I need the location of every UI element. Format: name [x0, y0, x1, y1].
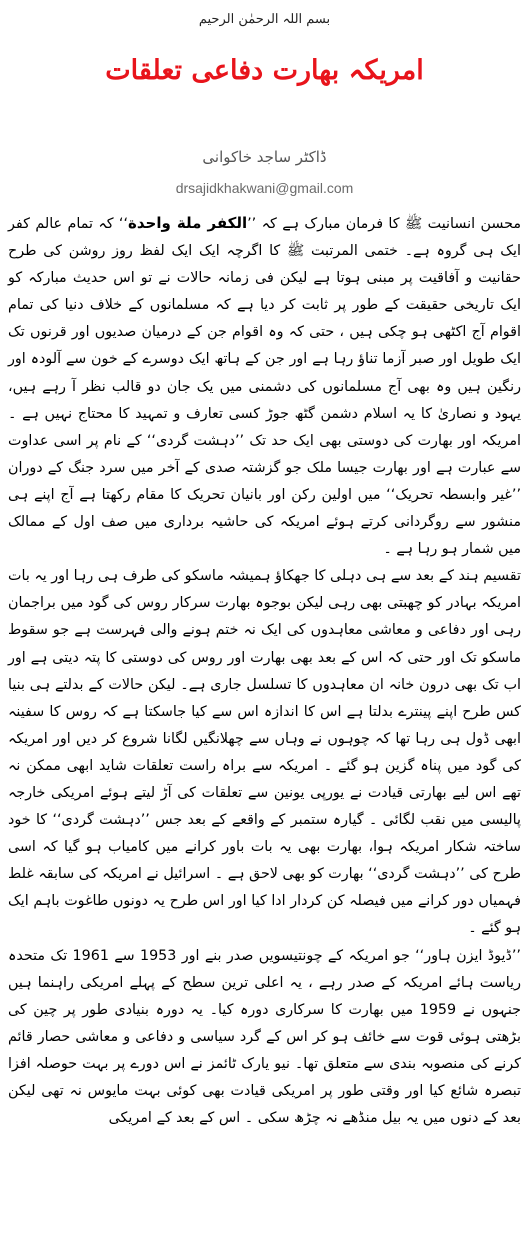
author-name: ڈاکٹر ساجد خاکوانی — [202, 148, 327, 166]
paragraph-1-rest: ‘‘ کہ تمام عالم کفر ایک ہی گروہ ہے۔ ختمی المرتبت ﷺ کا اگرچہ ایک ایک لفظ روز روشن کی طرح حقانیت و آفاقیت پر مبنی ہوتا ہے لیکن فی زمانہ حالات نے تو اس حدیث مبارکہ کو ایک تاریخی حقیقت کے طور پر ثابت کر دیا ہے کہ مسلمانوں کے خلاف دنیا کی تمام اقوام آج اکٹھی ہو چکی ہیں ، حتی کہ وہ اقوام جن کے درمیان صدیوں اور قرنوں تک ایک طویل اور صبر آزما تناؤ رہا ہے اور جن کے ہاتھ ایک دوسرے کے خون سے آلودہ اور رنگین ہیں وہ بھی آج مسلمانوں کی دشمنی میں یک جان دو قالب نظر آ رہے ہیں، یہود و نصاریٰ کا یہ اسلام دشمن گٹھ جوڑ کسی تعارف و تمہید کا محتاج نہیں ہے ۔ امریکہ اور بھارت کی دوستی بھی ایک حد تک ’’دہشت گردی‘‘ کے نام پر اسی عداوت سے عبارت ہے اور بھارت جیسا ملک جو گزشتہ صدی کے آخر میں سرد جنگ کے دوران ’’غیر وابسطہ تحریک‘‘ میں اولین رکن اور بانیان تحریک کا مقام رکھتا ہے آج اپنے ہی منشور سے روگردانی کرتے ہوئے امریکہ کی حاشیہ برداری میں صف اول کے ممالک میں شمار ہو رہا ہے ۔ — [8, 216, 521, 558]
paragraph-1 — [8, 210, 521, 563]
paragraph-1-intro: محسن انسانیت ﷺ کا فرمان مبارک ہے کہ ’’ — [247, 216, 521, 232]
hadith-quote: الکفر ملة واحدة — [128, 214, 248, 232]
article-title: امریکہ بھارت دفاعی تعلقات — [105, 55, 424, 86]
article-body — [8, 210, 521, 1132]
author-email: drsajidkhakwani@gmail.com — [175, 180, 354, 196]
paragraph-3: ’’ڈیوڈ ایزن ہاور‘‘ جو امریکہ کے چونتیسویں صدر بنے اور 1953 سے 1961 تک متحدہ ریاست ہائے امریکہ کے صدر رہے ، یہ اعلی ترین سطح کے پہلے امریکی راہنما ہیں جنہوں نے 1959 میں بھارت کا سرکاری دورہ کیا۔ یہ دورہ بنیادی طور پر چین کی بڑھتی ہوئی قوت سے خائف ہو کر اس کے گرد سیاسی و دفاعی و معاشی حصار قائم کرنے کی منصوبہ بندی سے متعلق تھا۔ نیو یارک ٹائمز نے اس دورے پر بہت حوصلہ افزا تبصرہ شائع کیا اور وقتی طور پر امریکی قیادت بھی کوئی بہت مایوس نہ تھی لیکن بعد کے دنوں میں یہ بیل منڈھے نہ چڑھ سکی ۔ اس کے بعد کے امریکی — [8, 947, 521, 1127]
bismillah-heading: بسم اللہ الرحمٰن الرحیم — [198, 12, 331, 27]
paragraph-2: تقسیم ہند کے بعد سے ہی دہلی کا جھکاؤ ہمیشہ ماسکو کی طرف ہی رہا اور یہ بات امریکہ بہادر کو چھبتی بھی رہی لیکن بوجوہ بھارت سرکار روس کی گود میں براجمان رہی اور دفاعی و معاشی معاہدوں کی ایک نہ ختم ہونے والی فہرست ہے جو سقوط ماسکو تک اور حتی کہ اس کے بعد بھی بھارت اور روس کی دوستی کا پتہ دیتی ہے اور اب تک بھی درون خانہ ان معاہدوں کا تسلسل جاری ہے۔ لیکن حالات کے بدلتے ہی بنیا کس طرح اپنے پینترے بدلتا ہے اس کا اندازہ اس سے کیا جاسکتا ہے کہ روس کا سفینہ ابھی ڈول ہی رہا تھا کہ چوہوں نے وہاں سے چھلانگیں لگانا شروع کر دیں اور امریکہ کی گود میں پناہ گزین ہو گئے ۔ امریکہ سے براہ راست تعلقات شاید ابھی ممکن نہ تھے اس لیے بھارتی قیادت نے یورپی یونین سے تعلقات کی آڑ لیتے ہوئے امریکی خارجہ پالیسی میں نقب لگائی ۔ گیارہ ستمبر کے واقعے کے بعد جس ’’دہشت گردی‘‘ کا خود ساختہ شکار امریکہ ہوا، بھارت بھی یہ بات باور کرانے میں کامیاب ہو گیا کہ اسی طرح کی ’’دہشت گردی‘‘ بھارت کو بھی لاحق ہے ۔ اسرائیل نے امریکہ کی سابقہ غلط فہمیاں دور کرانے میں فیصلہ کن کردار ادا کیا اور اس طرح یہ دونوں طاغوت باہم ایک ہو گئے ۔ — [8, 568, 521, 937]
